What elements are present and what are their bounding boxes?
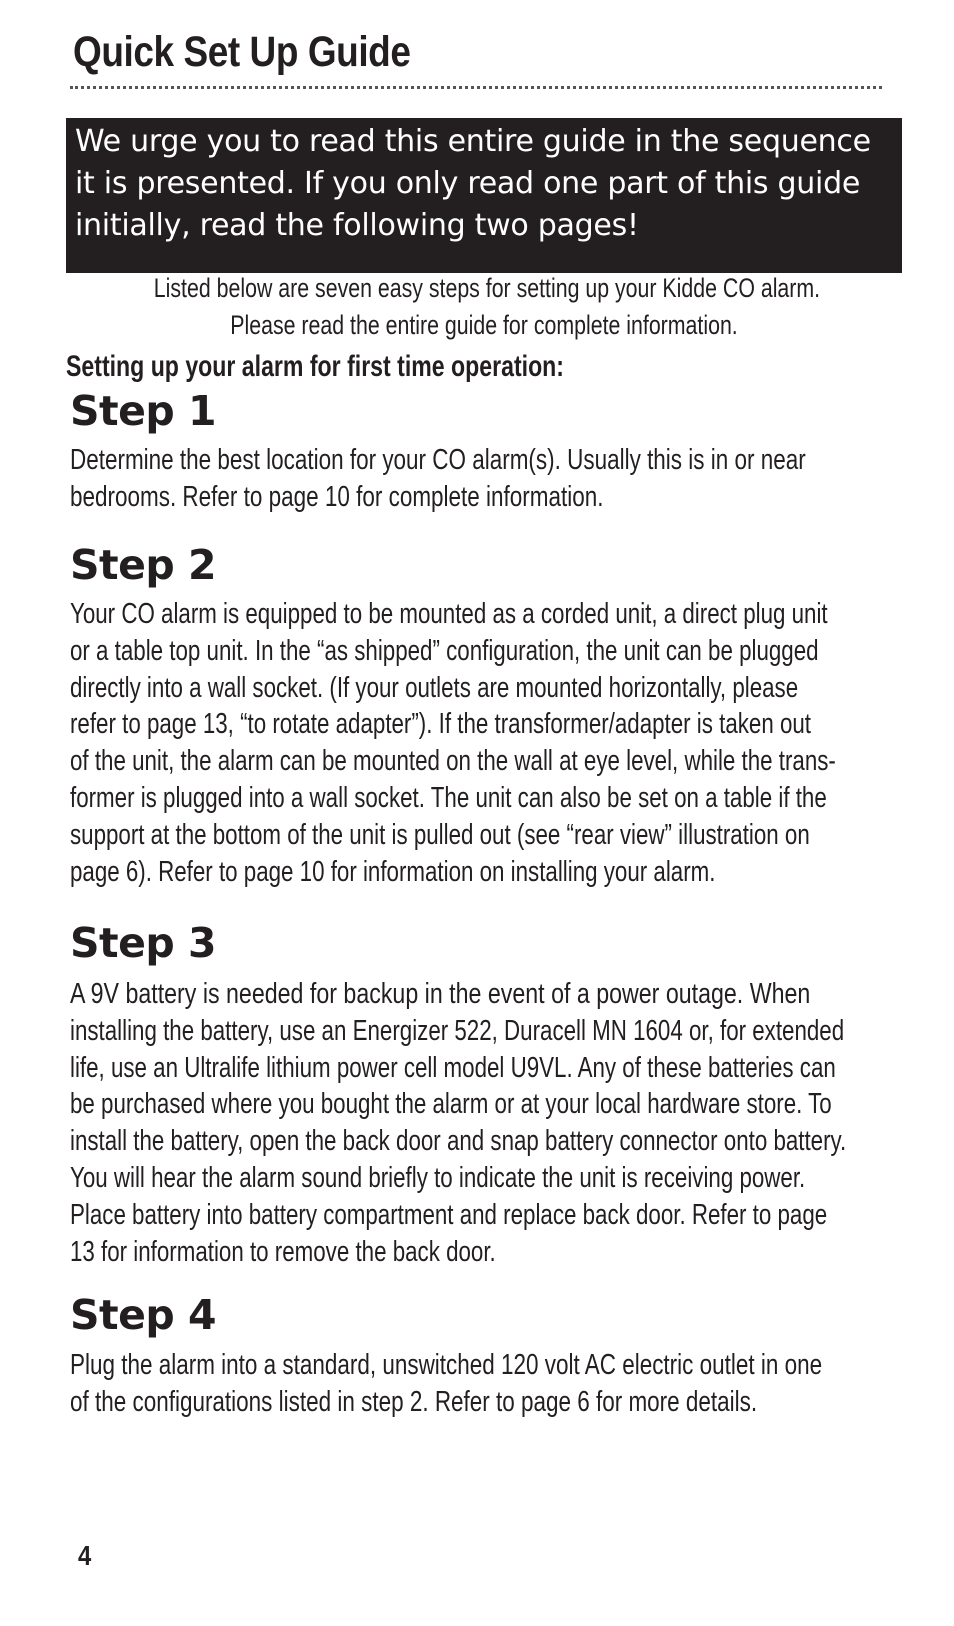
step-4-body xyxy=(70,1347,908,1421)
step-line: be purchased where you bought the alarm or at your local hardware store. To xyxy=(70,1088,832,1121)
step-line: page 6). Refer to page 10 for information on installing your alarm. xyxy=(70,855,716,888)
step-2-heading: Step 2 xyxy=(70,541,217,589)
step-line: install the battery, open the back door and snap battery connector onto battery. xyxy=(70,1125,847,1158)
intro-text xyxy=(66,270,902,344)
step-line: directly into a wall socket. (If your outlets are mounted horizontally, please xyxy=(70,671,799,704)
intro-line: Please read the entire guide for complete information. xyxy=(230,310,738,340)
step-1-body xyxy=(70,442,908,516)
step-line: Your CO alarm is equipped to be mounted as a corded unit, a direct plug unit xyxy=(70,598,828,630)
banner-line: it is presented. If you only read one part of this guide xyxy=(75,166,861,201)
step-line: refer to page 13, “to rotate adapter”). If the transformer/adapter is taken out xyxy=(70,708,812,741)
banner-line: We urge you to read this entire guide in the sequence xyxy=(75,124,871,159)
step-line: of the configurations listed in step 2. Refer to page 6 for more details. xyxy=(70,1385,758,1418)
step-3-body xyxy=(70,976,908,1270)
step-line: of the unit, the alarm can be mounted on the wall at eye level, while the trans- xyxy=(70,745,836,778)
step-line: A 9V battery is needed for backup in the event of a power outage. When xyxy=(70,978,811,1010)
step-line: Place battery into battery compartment and replace back door. Refer to page xyxy=(70,1198,828,1231)
step-line: installing the battery, use an Energizer 522, Duracell MN 1604 or, for extended xyxy=(70,1014,845,1047)
step-line: life, use an Ultralife lithium power cell model U9VL. Any of these batteries can xyxy=(70,1051,836,1084)
page-number: 4 xyxy=(78,1540,92,1571)
step-line: Plug the alarm into a standard, unswitched 120 volt AC electric outlet in one xyxy=(70,1349,823,1381)
step-line: Determine the best location for your CO alarm(s). Usually this is in or near xyxy=(70,444,806,476)
step-4-heading: Step 4 xyxy=(70,1291,217,1339)
title-divider xyxy=(70,86,882,89)
step-3-heading: Step 3 xyxy=(70,919,217,967)
step-line: 13 for information to remove the back door. xyxy=(70,1235,496,1268)
step-2-body xyxy=(70,596,908,890)
step-line: former is plugged into a wall socket. The unit can also be set on a table if the xyxy=(70,781,827,814)
step-1-heading: Step 1 xyxy=(70,387,217,435)
page-title: Quick Set Up Guide xyxy=(73,28,411,76)
section-subheading: Setting up your alarm for first time operation: xyxy=(66,350,564,383)
step-line: support at the bottom of the unit is pulled out (see “rear view” illustration on xyxy=(70,818,810,851)
step-line: You will hear the alarm sound briefly to indicate the unit is receiving power. xyxy=(70,1161,806,1194)
step-line: bedrooms. Refer to page 10 for complete information. xyxy=(70,480,604,513)
warning-banner xyxy=(66,118,902,273)
banner-line: initially, read the following two pages! xyxy=(75,208,639,243)
intro-line: Listed below are seven easy steps for setting up your Kidde CO alarm. xyxy=(153,273,821,303)
step-line: or a table top unit. In the “as shipped” configuration, the unit can be plugged xyxy=(70,634,819,667)
